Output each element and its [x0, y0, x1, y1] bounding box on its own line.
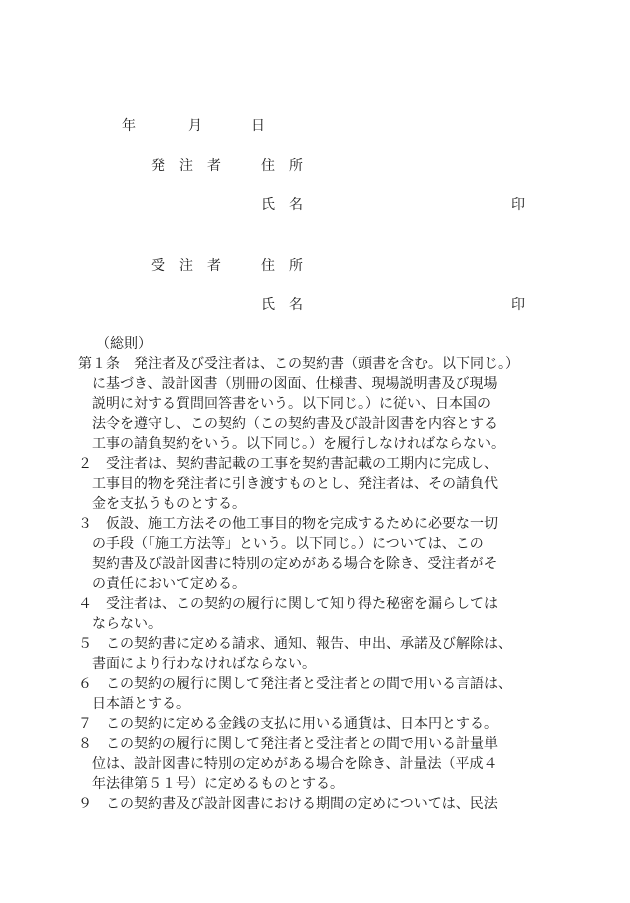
paragraph-number: ３	[78, 516, 92, 532]
paragraph-line: ５ この契約書に定める請求、通知、報告、申出、承諾及び解除は、	[78, 636, 512, 652]
paragraph-line: 年法律第５１号）に定めるものとする。	[92, 776, 344, 792]
paragraph-line: 書面により行わなければならない。	[92, 656, 316, 672]
paragraph-number: ７	[78, 716, 92, 732]
paragraph-line: 位は、設計図書に特別の定めがある場合を除き、計量法（平成４	[92, 756, 498, 772]
paragraph-number: ２	[78, 456, 92, 472]
paragraph-line: の手段（「施工方法等」という。以下同じ。）については、この	[92, 536, 484, 552]
article-1-line-0: 第１条 発注者及び受注者は、この契約書（頭書を含む。以下同じ。）	[78, 356, 519, 372]
paragraph-line: 契約書及び設計図書に特別の定めがある場合を除き、受注者がそ	[92, 556, 498, 572]
paragraph-line: ８ この契約の履行に関して発注者と受注者との間で用いる計量単	[78, 736, 498, 752]
paragraph-6	[78, 674, 560, 714]
paragraph-line: ９ この契約書及び設計図書における期間の定めについては、民法	[78, 796, 498, 812]
paragraph-number: ６	[78, 676, 92, 692]
paragraph-7	[78, 714, 560, 734]
orderer-seal: 印	[511, 197, 525, 213]
paragraph-number: ５	[78, 636, 92, 652]
orderer-address-label: 住所	[261, 158, 317, 174]
paragraph-line: ４ 受注者は、この契約の履行に関して知り得た秘密を漏らしては	[78, 596, 498, 612]
paragraph-8	[78, 734, 560, 794]
date-month: 月	[188, 118, 202, 134]
contractor-role: 受注者	[151, 258, 235, 274]
paragraph-2	[78, 454, 560, 514]
article-1-line-3: 法令を遵守し、この契約（この契約書及び設計図書を内容とする	[92, 416, 498, 432]
date-year: 年	[122, 118, 136, 134]
paragraph-5	[78, 634, 560, 674]
paragraph-3	[78, 514, 560, 594]
paragraph-line: ７ この契約に定める金銭の支払に用いる通貨は、日本円とする。	[78, 716, 498, 732]
paragraph-number: ８	[78, 736, 92, 752]
paragraph-line: 工事目的物を発注者に引き渡すものとし、発注者は、その請負代	[92, 476, 498, 492]
paragraph-line: ６ この契約の履行に関して発注者と受注者との間で用いる言語は、	[78, 676, 512, 692]
paragraph-9	[78, 794, 560, 814]
contractor-name-label: 氏名	[261, 297, 317, 313]
paragraph-line: ２ 受注者は、契約書記載の工事を契約書記載の工期内に完成し、	[78, 456, 498, 472]
orderer-name-label: 氏名	[261, 197, 317, 213]
article-1-line-1: に基づき、設計図書（別冊の図面、仕様書、現場説明書及び現場	[92, 376, 498, 392]
contractor-address-label: 住所	[261, 258, 317, 274]
paragraph-number: ４	[78, 596, 92, 612]
contractor-seal: 印	[511, 297, 525, 313]
contract-body	[78, 334, 560, 814]
paragraph-line: の責任において定める。	[92, 576, 246, 592]
article-1-line-4: 工事の請負契約をいう。以下同じ。）を履行しなければならない。	[92, 436, 505, 452]
paragraph-line: ならない。	[92, 616, 162, 632]
article-1	[78, 354, 560, 454]
paragraph-line: ３ 仮設、施工方法その他工事目的物を完成するために必要な一切	[78, 516, 498, 532]
article-1-line-2: 説明に対する質問回答書をいう。以下同じ。）に従い、日本国の	[92, 396, 491, 412]
paragraph-line: 日本語とする。	[92, 696, 190, 712]
article-number: 第１条	[78, 356, 120, 372]
paragraph-4	[78, 594, 560, 634]
paragraph-line: 金を支払うものとする。	[92, 496, 246, 512]
paragraph-number: ９	[78, 796, 92, 812]
section-heading: （総則）	[96, 336, 152, 352]
date-day: 日	[251, 118, 265, 134]
orderer-role: 発注者	[151, 158, 235, 174]
